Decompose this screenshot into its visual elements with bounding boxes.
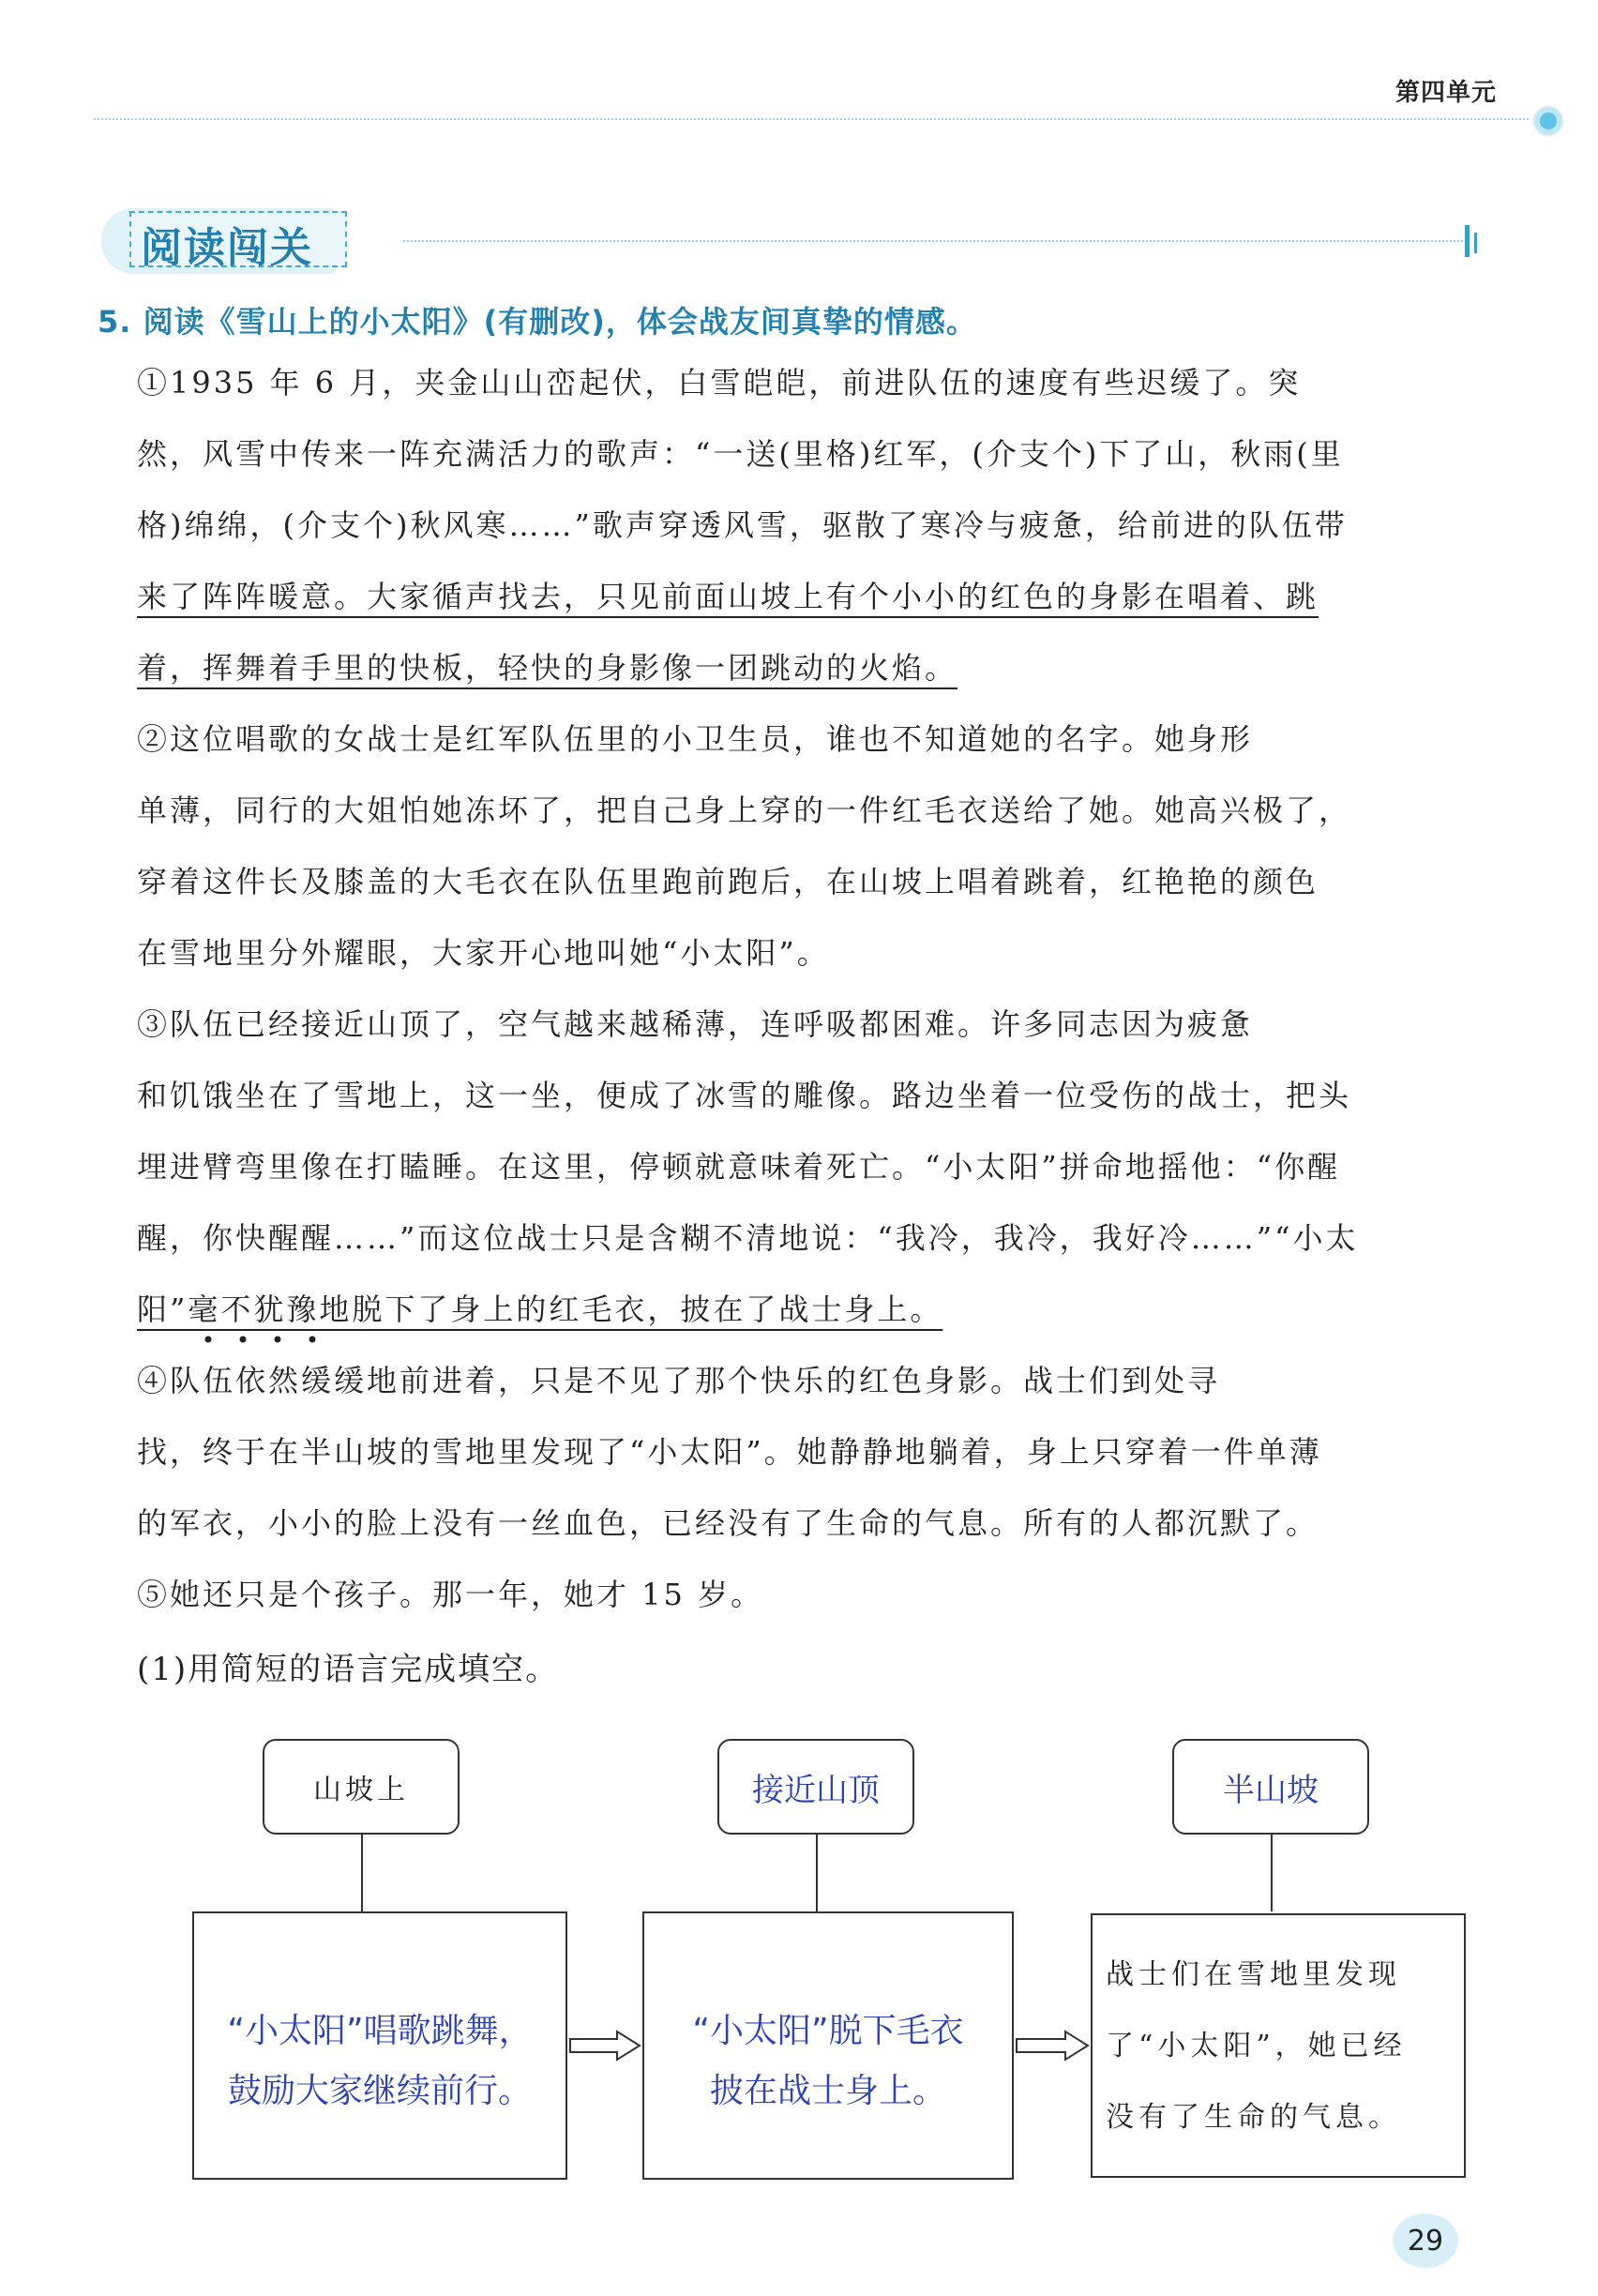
passage-line: 然，风雪中传来一阵充满活力的歌声：“一送(里格)红军，(介支个)下了山，秋雨(里 bbox=[137, 436, 1344, 472]
connector-line bbox=[1271, 1835, 1273, 1911]
passage-line: 单薄，同行的大姐怕她冻坏了，把自己身上穿的一件红毛衣送给了她。她高兴极了， bbox=[137, 793, 1352, 828]
section-banner-title: 阅读闯关 bbox=[141, 224, 313, 272]
passage-line: 在雪地里分外耀眼，大家开心地叫她“小太阳”。 bbox=[137, 935, 830, 971]
right-arrow-icon bbox=[1015, 2030, 1092, 2062]
passage-line: 找，终于在半山坡的雪地里发现了“小太阳”。她静静地躺着，身上只穿着一件单薄 bbox=[137, 1434, 1322, 1470]
connector-line bbox=[816, 1835, 818, 1911]
passage-line: 埋进臂弯里像在打瞌睡。在这里，停顿就意味着死亡。“小太阳”拼命地摇他：“你醒 bbox=[137, 1149, 1341, 1185]
passage-line: ③队伍已经接近山顶了，空气越来越稀薄，连呼吸都困难。许多同志因为疲惫 bbox=[137, 1006, 1254, 1042]
place-box-2 bbox=[717, 1739, 914, 1835]
event-answer-line: “小太阳”唱歌跳舞， bbox=[227, 2012, 533, 2050]
passage-line: ⑤她还只是个孩子。那一年，她才 15 岁。 bbox=[137, 1577, 764, 1612]
event-line: 了“小太阳”，她已经 bbox=[1106, 2030, 1407, 2062]
place-box-1 bbox=[263, 1739, 460, 1835]
passage-line: ①1935 年 6 月，夹金山山峦起伏，白雪皑皑，前进队伍的速度有些迟缓了。突 bbox=[137, 365, 1302, 400]
unit-title: 第四单元 bbox=[1394, 79, 1497, 107]
passage-line: 醒，你快醒醒……”而这位战士只是含糊不清地说：“我冷，我冷，我好冷……”“小太 bbox=[137, 1220, 1359, 1256]
event-line: 没有了生命的气息。 bbox=[1106, 2101, 1401, 2134]
page-number: 29 bbox=[1393, 2213, 1458, 2268]
event-answer-line: “小太阳”脱下毛衣 bbox=[692, 2012, 964, 2050]
place-answer: 接近山顶 bbox=[752, 1771, 880, 1809]
place-answer: 半山坡 bbox=[1223, 1771, 1319, 1809]
underlined-passage-line: 来了阵阵暖意。大家循声找去，只见前面山坡上有个小小的红色的身影在唱着、跳 bbox=[137, 579, 1319, 614]
passage-line: 和饥饿坐在了雪地上，这一坐，便成了冰雪的雕像。路边坐着一位受伤的战士，把头 bbox=[137, 1078, 1352, 1113]
connector-line bbox=[361, 1835, 363, 1911]
event-answer-line: 鼓励大家继续前行。 bbox=[227, 2072, 532, 2110]
event-box-1 bbox=[192, 1911, 567, 2180]
underlined-passage-line: 着，挥舞着手里的快板，轻快的身影像一团跳动的火焰。 bbox=[137, 650, 958, 686]
passage-line: ④队伍依然缓缓地前进着，只是不见了那个快乐的红色身影。战士们到处寻 bbox=[137, 1363, 1221, 1398]
question-heading: 5. 阅读《雪山上的小太阳》(有删改)，体会战友间真挚的情感。 bbox=[98, 304, 977, 340]
event-line: 战士们在雪地里发现 bbox=[1106, 1958, 1401, 1991]
passage-line: 格)绵绵，(介支个)秋风寒……”歌声穿透风雪，驱散了寒冷与疲惫，给前进的队伍带 bbox=[137, 507, 1348, 543]
place-box-3 bbox=[1172, 1739, 1369, 1835]
passage-line: 的军衣，小小的脸上没有一丝血色，已经没有了生命的气息。所有的人都沉默了。 bbox=[137, 1505, 1319, 1541]
right-arrow-icon bbox=[568, 2030, 643, 2062]
passage-line: ②这位唱歌的女战士是红军队伍里的小卫生员，谁也不知道她的名字。她身形 bbox=[137, 721, 1254, 757]
underlined-passage-line: 阳”毫不犹豫地脱下了身上的红毛衣，披在了战士身上。 bbox=[137, 1292, 943, 1327]
place-label: 山坡上 bbox=[313, 1774, 409, 1806]
passage-line: 穿着这件长及膝盖的大毛衣在队伍里跑前跑后，在山坡上唱着跳着，红艳艳的颜色 bbox=[137, 864, 1319, 899]
event-answer-line: 披在战士身上。 bbox=[709, 2072, 946, 2110]
sub-question-1: (1)用简短的语言完成填空。 bbox=[137, 1651, 560, 1688]
event-box-2 bbox=[642, 1911, 1014, 2180]
event-box-3 bbox=[1091, 1913, 1466, 2178]
